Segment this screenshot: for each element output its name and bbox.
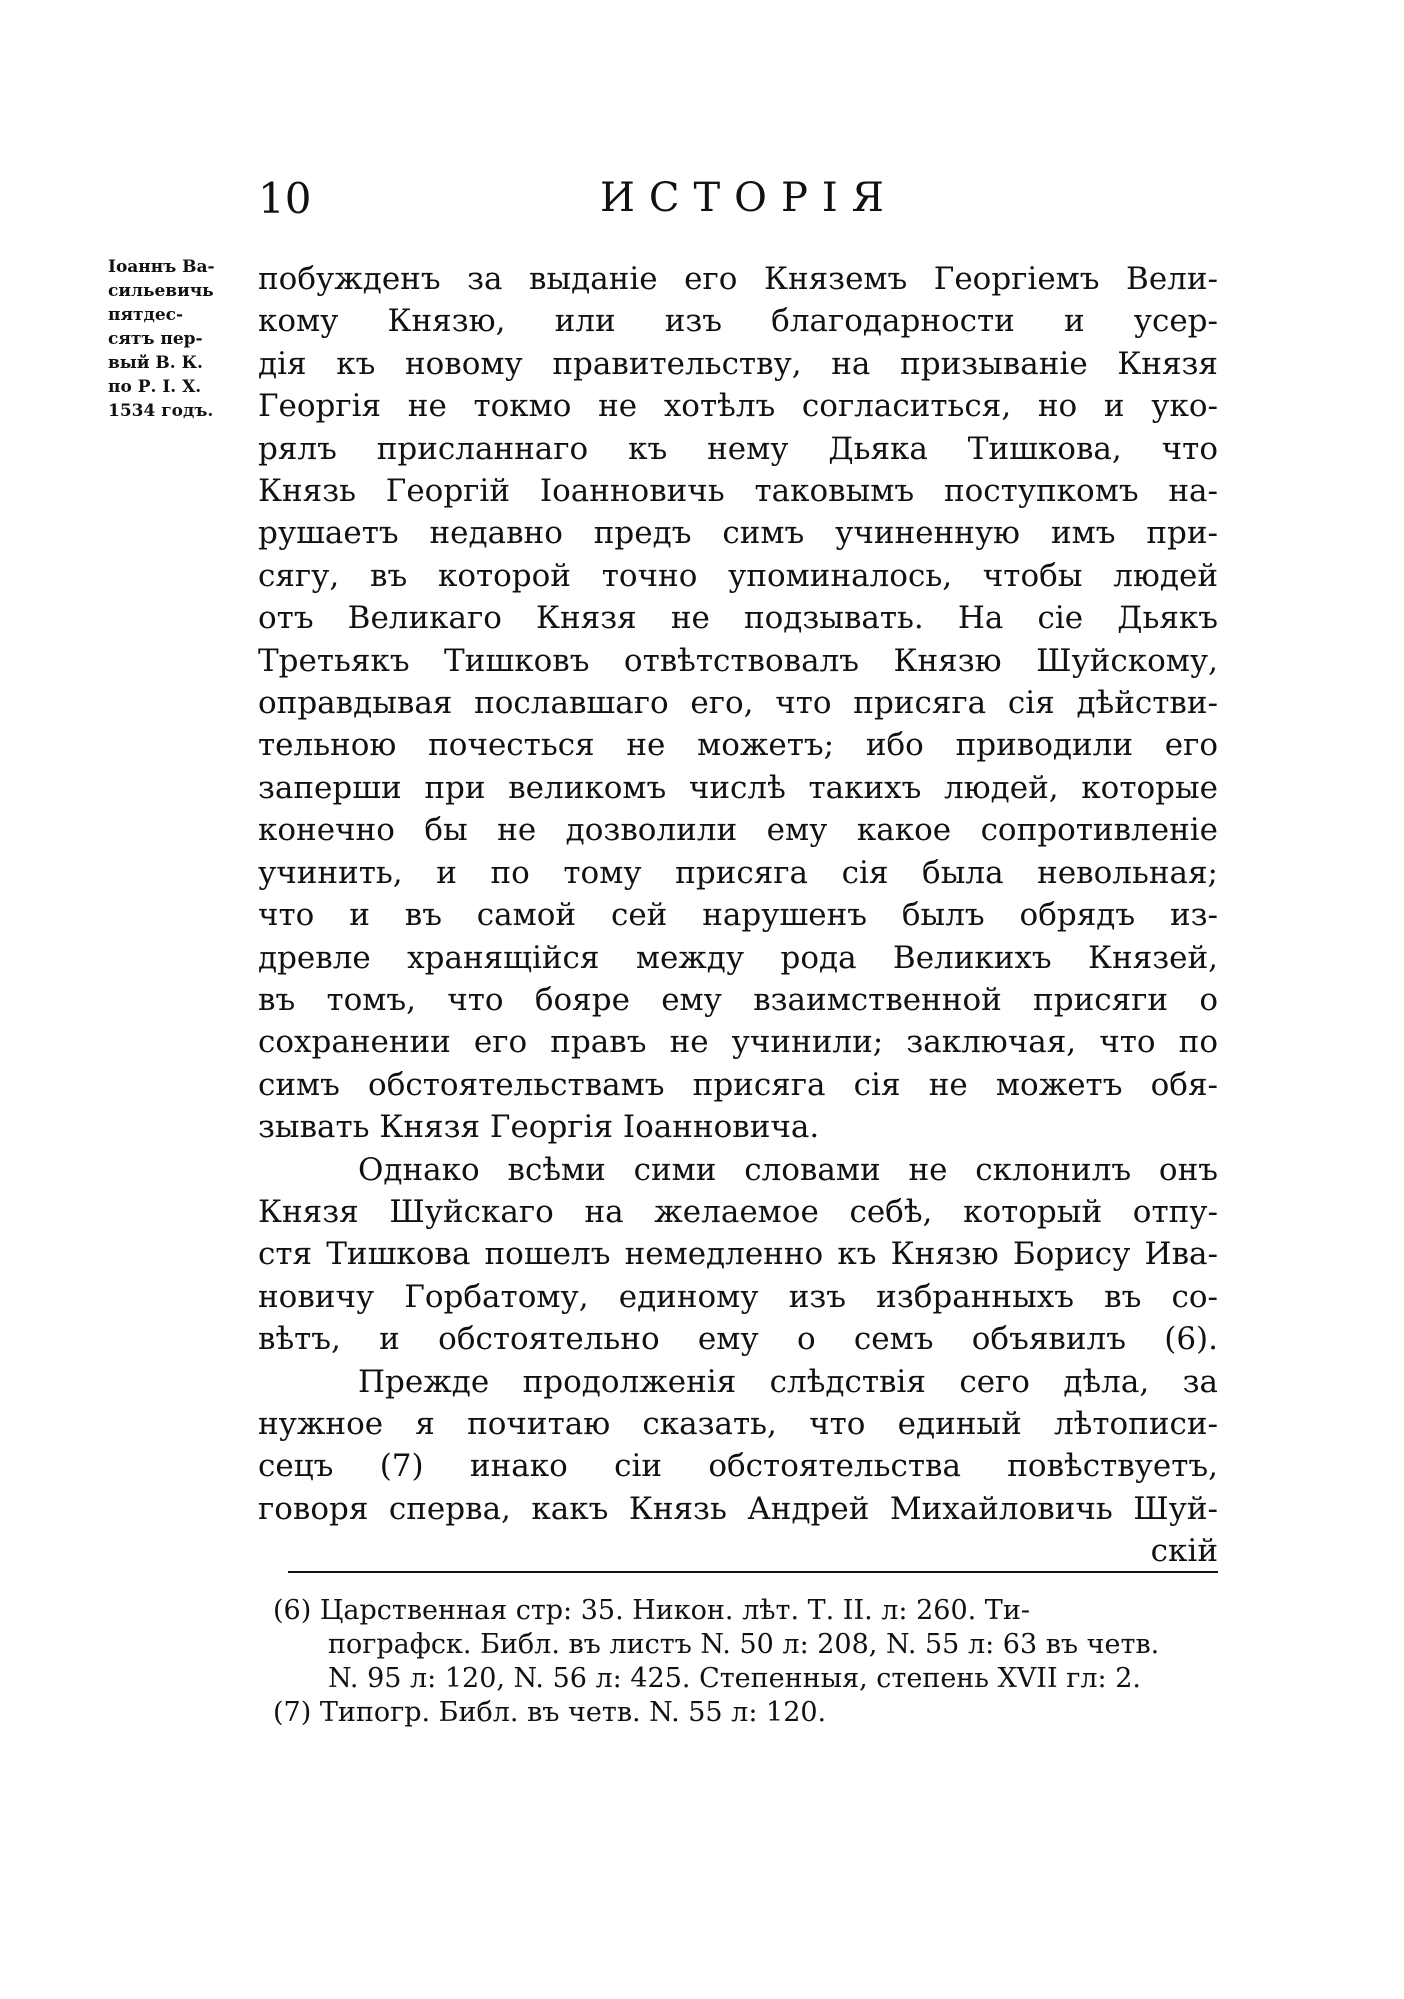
footnote-6-cont: N. 95 л: 120, N. 56 л: 425. Степенныя, степень XVII гл: 2. <box>328 1663 1141 1694</box>
margin-note-line: сятъ пер- <box>108 329 203 349</box>
footnote-6: (6) Царственная стр: 35. Никон. лѣт. Т. II. л: 260. Ти- <box>273 1595 1030 1626</box>
text-line: нужное я почитаю сказать, что единый лѣтописи- <box>258 1405 1218 1442</box>
text-line: Однако всѣми сими словами не склонилъ онъ <box>358 1151 1218 1188</box>
text-line: Георгія не токмо не хотѣлъ согласиться, но и уко- <box>258 388 1218 425</box>
text-line: заперши при великомъ числѣ такихъ людей, которые <box>258 769 1218 806</box>
margin-note-line: по Р. І. Х. <box>108 377 202 397</box>
text-line: Князь Георгій Іоанновичь таковымъ поступкомъ на- <box>258 473 1218 510</box>
catchword: скій <box>1150 1533 1218 1570</box>
footnote-6-cont: пографск. Библ. въ листъ N. 50 л: 208, N. 55 л: 63 въ четв. <box>328 1629 1160 1660</box>
footnote-7: (7) Типогр. Библ. въ четв. N. 55 л: 120. <box>273 1697 827 1728</box>
text-line: рялъ присланнаго къ нему Дьяка Тишкова, что <box>258 430 1218 467</box>
text-line: Третьякъ Тишковъ отвѣтствовалъ Князю Шуйскому, <box>258 642 1218 679</box>
text-line: учинить, и по тому присяга сія была невольная; <box>258 854 1218 891</box>
margin-note-line: пятдес- <box>108 305 184 325</box>
margin-note-line: Іоаннъ Ва- <box>108 257 215 277</box>
margin-note-line: сильевичь <box>108 281 214 301</box>
text-line: кому Князю, или изъ благодарности и усер- <box>258 303 1218 340</box>
text-line: стя Тишкова пошелъ немедленно къ Князю Борису Ива- <box>258 1236 1218 1273</box>
footnote-divider <box>288 1571 1218 1573</box>
text-line: рушаетъ недавно предъ симъ учиненную имъ при- <box>258 515 1218 552</box>
text-line: говоря сперва, какъ Князь Андрей Михайловичь Шуй- <box>258 1490 1218 1527</box>
text-line: новичу Горбатому, единому изъ избранныхъ въ со- <box>258 1278 1218 1315</box>
text-line: сецъ (7) инако сіи обстоятельства повѣствуетъ, <box>258 1448 1218 1485</box>
text-line: сохранении его правъ не учинили; заключая, что по <box>258 1024 1218 1061</box>
text-line: конечно бы не дозволили ему какое сопротивленіе <box>258 812 1218 849</box>
margin-note <box>108 255 258 423</box>
text-line: древле хранящійся между рода Великихъ Князей, <box>258 939 1218 976</box>
text-line: дія къ новому правительству, на призываніе Князя <box>258 345 1218 382</box>
margin-note-line: 1534 годъ. <box>108 401 214 421</box>
running-title: ИСТОРІЯ <box>600 175 898 221</box>
text-line: тельною почесться не можетъ; ибо приводили его <box>258 727 1218 764</box>
text-line: зывать Князя Георгія Іоанновича. <box>258 1109 820 1146</box>
body-text <box>258 258 1218 1573</box>
text-line: Прежде продолженія слѣдствія сего дѣла, за <box>358 1363 1218 1400</box>
text-line: побужденъ за выданіе его Княземъ Георгіемъ Вели- <box>258 261 1218 297</box>
footnotes <box>273 1594 1218 1730</box>
text-line: отъ Великаго Князя не подзывать. На сіе Дьякъ <box>258 600 1218 637</box>
text-line: сягу, въ которой точно упоминалось, чтобы людей <box>258 557 1218 594</box>
text-line: въ томъ, что бояре ему взаимственной присяги о <box>258 981 1218 1018</box>
text-line: симъ обстоятельствамъ присяга сія не можетъ обя- <box>258 1066 1218 1103</box>
text-line: вѣтъ, и обстоятельно ему о семъ объявилъ (6). <box>258 1321 1218 1358</box>
margin-note-line: вый В. К. <box>108 353 203 373</box>
text-line: что и въ самой сей нарушенъ былъ обрядъ из- <box>258 897 1218 934</box>
page-number: 10 <box>258 174 312 223</box>
text-line: Князя Шуйскаго на желаемое себѣ, который отпу- <box>258 1193 1218 1230</box>
text-line: оправдывая пославшаго его, что присяга сія дѣйстви- <box>258 685 1218 722</box>
